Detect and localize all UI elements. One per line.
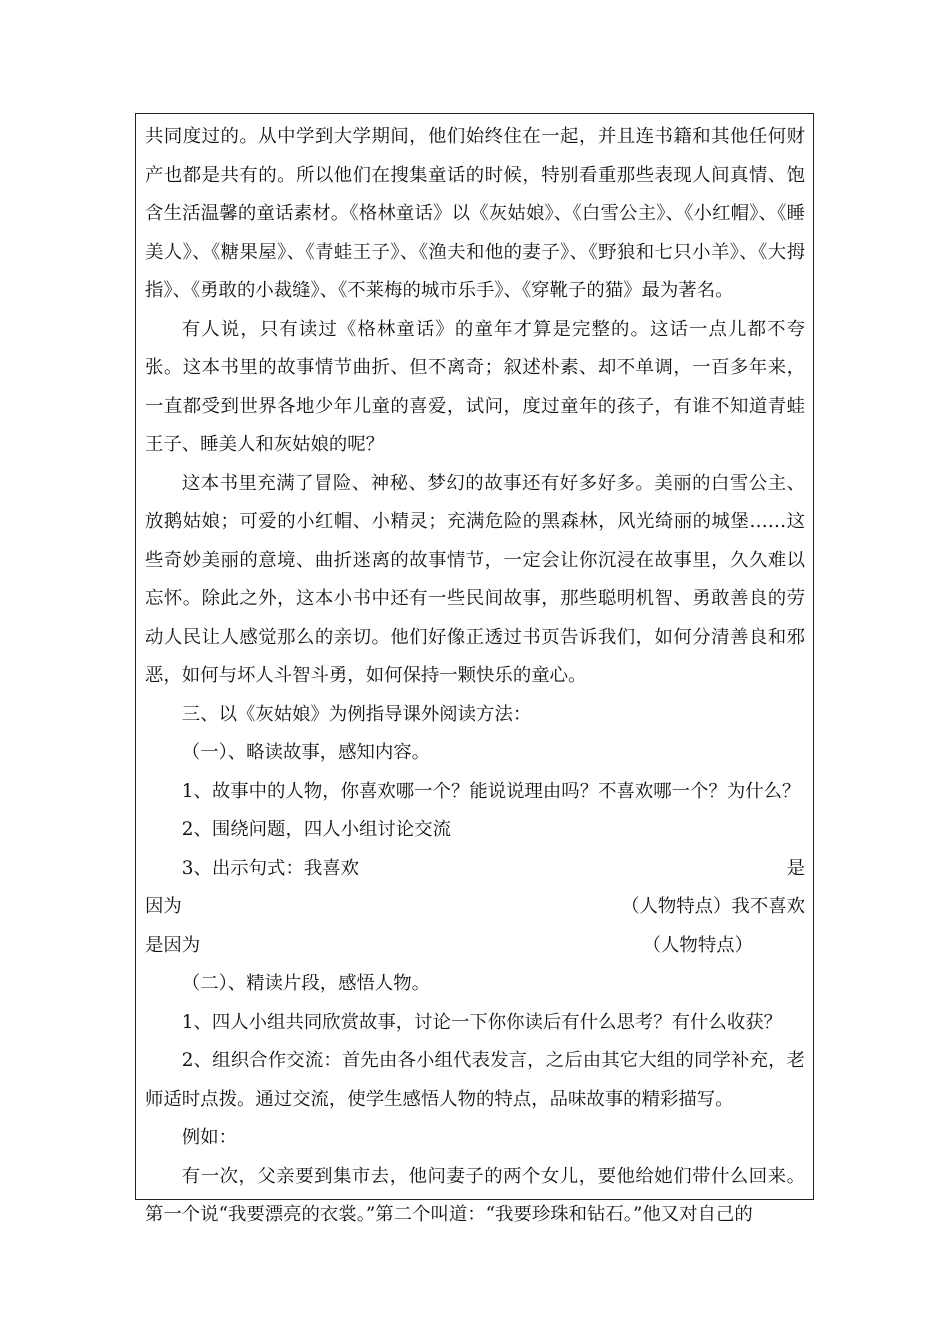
item-cooperative-exchange: 2、组织合作交流：首先由各小组代表发言，之后由其它大组的同学补充，老师适时点拨。通过交流，使学生感悟人物的特点，品味故事的精彩描写。	[145, 1050, 805, 1110]
example-label: 例如：	[181, 1127, 237, 1148]
paragraph-grimm-intro: 共同度过的。从中学到大学期间，他们始终住在一起，并且连书籍和其他任何财产也都是共有的。所以他们在搜集童话的时候，特别看重那些表现人间真情、饱含生活温馨的童话素材。《格林童话》以《灰姑娘》、《白雪公主》、《小红帽》、《睡美人》、《糖果屋》、《青蛙王子》、《渔夫和他的妻子》、《野狼和七只小羊》、《大拇指》、《勇敢的小裁缝》、《不莱梅的城市乐手》、《穿靴子的猫》最为著名。	[145, 126, 805, 301]
subsection-skim-reading: （一）、略读故事，感知内容。	[181, 742, 431, 763]
paragraph-childhood: 有人说，只有读过《格林童话》的童年才算是完整的。这话一点儿都不夸张。这本书里的故事情节曲折、但不离奇；叙述朴素、却不单调，一百多年来，一直都受到世界各地少年儿童的喜爱，试问，度过童年的孩子，有谁不知道青蛙王子、睡美人和灰姑娘的呢？	[145, 318, 805, 455]
subsection-close-reading: （二）、精读片段，感悟人物。	[181, 973, 431, 994]
sentence-pattern-because: 因为	[145, 896, 182, 917]
section-heading-reading-method: 三、以《灰姑娘》为例指导课外阅读方法：	[181, 703, 532, 725]
sentence-pattern-like: 3、出示句式：我喜欢	[181, 857, 360, 879]
document-body	[145, 118, 805, 1235]
sentence-pattern-trait-dislike: （人物特点）我不喜欢	[621, 896, 805, 917]
sentence-pattern-is-because: 是因为	[145, 934, 201, 956]
item-character-question: 1、故事中的人物，你喜欢哪一个？能说说理由吗？不喜欢哪一个？为什么？	[181, 780, 801, 802]
item-group-discussion: 2、围绕问题，四人小组讨论交流	[181, 819, 451, 840]
sentence-pattern-is: 是	[786, 857, 805, 879]
sentence-pattern-trait: （人物特点）	[642, 934, 753, 956]
sentence-pattern-line-1	[145, 850, 805, 889]
item-appreciate-story: 1、四人小组共同欣赏故事，讨论一下你你读后有什么思考？有什么收获？	[181, 1011, 782, 1033]
paragraph-adventure: 这本书里充满了冒险、神秘、梦幻的故事还有好多好多。美丽的白雪公主、放鹅姑娘；可爱的小红帽、小精灵；充满危险的黑森林，风光绮丽的城堡……这些奇妙美丽的意境、曲折迷离的故事情节，一定会让你沉浸在故事里，久久难以忘怀。除此之外，这本小书中还有一些民间故事，那些聪明机智、勇敢善良的劳动人民让人感觉那么的亲切。他们好像正透过书页告诉我们，如何分清善良和邪恶，如何与坏人斗智斗勇，如何保持一颗快乐的童心。	[145, 472, 805, 686]
sentence-pattern-line-3	[145, 927, 805, 966]
story-excerpt: 有一次，父亲要到集市去，他问妻子的两个女儿，要他给她们带什么回来。第一个说“我要漂亮的衣裳。”第二个叫道：“我要珍珠和钻石。”他又对自己的	[145, 1165, 805, 1225]
sentence-pattern-line-2	[145, 888, 805, 927]
